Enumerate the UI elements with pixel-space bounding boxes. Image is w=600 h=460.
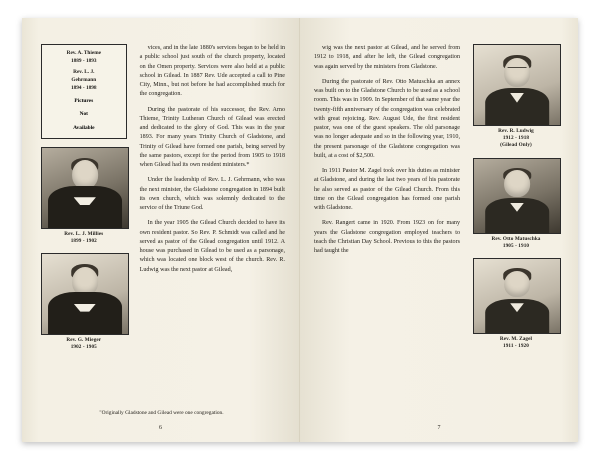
- notice-line-1: Rev. A. Thieme: [66, 50, 101, 56]
- portrait-frame: [473, 258, 561, 334]
- portrait-caption: [41, 337, 127, 351]
- portrait-frame: [41, 147, 129, 229]
- notice-line-3: Rev. L. J.: [73, 69, 95, 76]
- portrait-block: [41, 147, 127, 245]
- portrait-block: [473, 258, 559, 350]
- paragraph: In 1911 Pastor M. Zagel took over his duties as minister at Gladstone, and during the last two years of his pastorate he also served as pastor of the Gilead Church. From this time on the Gilead congregation has formed one parish with Gladstone.: [314, 168, 460, 211]
- left-page-columns: [38, 44, 285, 396]
- portrait-block: [41, 253, 127, 351]
- notice-line-2: 1889 - 1893: [70, 57, 97, 64]
- portrait-frame: [41, 253, 129, 335]
- portrait-photo: [474, 45, 560, 125]
- portrait-caption: [473, 128, 559, 150]
- paragraph: wig was the next pastor at Gilead, and he served from 1912 to 1918, and after he left, the Gilead congregation was again served by the ministers from Gladstone.: [314, 45, 460, 70]
- portrait-years: 1912 - 1918: [502, 135, 530, 142]
- right-page-columns: [314, 44, 562, 396]
- left-photo-column: [38, 44, 130, 396]
- footnote: "Originally Gladstone and Gilead were one congregation.: [99, 410, 224, 416]
- open-book-spread: [22, 18, 578, 442]
- portrait-years: 1911 - 1920: [503, 343, 529, 350]
- page-number-right: 7: [437, 425, 441, 431]
- left-body-text: [140, 44, 285, 396]
- portrait-block: [473, 158, 559, 250]
- portrait-years: 1899 - 1902: [70, 237, 97, 244]
- portrait-frame: [473, 44, 561, 126]
- left-page: [22, 18, 300, 442]
- paragraph: vices, and in the late 1880's services began to be held in a public school just south of the church property, located on the Omen property. Services were also held at a public school in Gilead. In 1887 Rev. Ude accepted a call to Pine City, Minn., but not before he had accomplished much for the congregation.: [139, 45, 285, 98]
- portrait-years: 1905 - 1910: [502, 242, 530, 249]
- notice-line-8: Available: [73, 124, 95, 131]
- right-body-text: [314, 44, 460, 396]
- portrait-note: (Gilead Only): [500, 142, 532, 149]
- page-number-left: 6: [159, 425, 162, 431]
- portrait-name: Rev. G. Mieger: [66, 337, 102, 344]
- portrait-block: [473, 44, 559, 150]
- paragraph: Rev. Rangert came in 1920. From 1923 on for many years the Gladstone congregation employed teachers to teach the Christian Day School. Previous to this the pastors had taught the: [314, 220, 460, 254]
- portrait-photo: [474, 159, 560, 233]
- portrait-name: Rev. Otto Matuschka: [491, 235, 541, 242]
- paragraph: In the year 1905 the Gilead Church decided to have its own resident pastor. So Rev. P. Schmidt was called and he served as pastor of the Gilead congregation until 1912. A house was purchased in Gilead to be used as a parsonage, which was located one block west of the church. Rev. R. Ludwig was the next pastor at Gilead,: [139, 220, 285, 273]
- pictures-not-available-box: [41, 44, 127, 139]
- notice-line-4: Gehrmann: [71, 77, 97, 84]
- portrait-name: Rev. L. J. Millies: [64, 230, 104, 237]
- right-photo-column: [470, 44, 562, 396]
- portrait-caption: [41, 231, 127, 245]
- notice-line-7: Not: [79, 111, 88, 118]
- paragraph: During the pastorate of Rev. Otto Matuschka an annex was built on to the Gladstone Church to be used as a school room. This was in 1909. In September of that same year the twenty-fifth anniversary of the congregation was celebrated with great rejoicing. Rev. August Ude, the first resident pastor, was one of the guest speakers. The old parsonage was no longer adequate and so in the following year, 1910, the present parsonage of the Gladstone congregation was built, at a cost of $2,500.: [314, 78, 460, 159]
- portrait-caption: [473, 236, 559, 250]
- portrait-frame: [473, 158, 561, 234]
- portrait-photo: [42, 148, 128, 228]
- portrait-caption: [473, 336, 559, 350]
- paragraph: Under the leadership of Rev. L. J. Gehrmann, who was the next minister, the Gladstone congregation in 1894 built its own church, which was solemnly dedicated to the service of the Triune God.: [139, 177, 285, 211]
- notice-line-5: 1894 - 1898: [70, 84, 97, 91]
- right-page: [300, 18, 578, 442]
- portrait-years: 1902 - 1905: [70, 344, 97, 351]
- notice-line-6: Pictures: [74, 98, 94, 105]
- paragraph: During the pastorate of his successor, the Rev. Arno Thieme, Trinity Lutheran Church of Gilead was erected and dedicated to the glory of God. This was in the year 1893. For many years Trinity Church of Gladstone, and Trinity of Gilead have formed one parish, being served by the same pastors, except for the period from 1905 to 1918 when Gilead had its own resident ministers.*: [139, 106, 285, 168]
- portrait-name: Rev. R. Ludwig: [498, 128, 534, 134]
- portrait-photo: [474, 259, 560, 333]
- portrait-photo: [42, 254, 128, 334]
- portrait-name: Rev. M. Zagel: [499, 335, 533, 342]
